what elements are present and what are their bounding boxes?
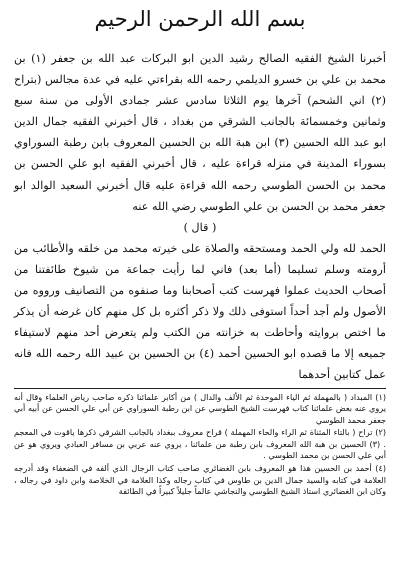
- isnad-paragraph: أخبرنا الشيخ الفقيه الصالح رشيد الدين ابو البركات عبد الله بن جعفر (١) بن محمد بن علي بن خسرو الديلمي رحمه الله بقراءتي عليه في عدة مجالس (بتراح (٢) اني الشحم) آخرها يوم الثلاثا سادس عشر جمادى الأولى من سنة سبع وثمانين وخمسمائة بالجانب الشرقي من بغداد ، قال أخبرني الفقيه جمال الدين ابو عبد الله الحسين (٣) ابن هبة الله بن الحسين المعروف بابن رطبة السوراوي بسوراء المدينة في منزله قراءة عليه ، قال أخبرني الفقيه ابو علي الحسن بن محمد بن الحسن الطوسي رحمه الله قراءة عليه قال أخبرني السعيد الوالد ابو جعفر محمد بن الحسن بن علي الطوسي رضي الله عنه: [14, 52, 386, 213]
- footnotes-section: [14, 392, 386, 498]
- footnote-1: (١) المبداد ( بالمهملة ثم الياء الموحدة ثم الألف والدال ) من أكابر علمائنا ذكره صاحب رياض العلماء وقال أنه يروي عنه بعض علمائنا كتاب فهرست الشيخ الطوسي عن ابن رطبة السوراوي عن أبي علي الحسن عن أبيه أبي جعفر محمد الطوسي: [14, 391, 386, 425]
- main-text-body: [14, 48, 386, 386]
- footnote-4: (٤) أحمد بن الحسين هذا هو المعروف بابن الغضائري صاحب كتاب الرجال الذي ألفه في الضعفاء وقد أدرجه العلامة في كتابه والسيد جمال الدين بن طاوس في كتاب رجاله وكذا العلامة في الخلاصة وابن داود في رجاله ، وكان ابن الغضائري استاذ الشيخ الطوسي والنجاشي عالماً جليلاً كبيراً في الطائفة: [14, 463, 386, 497]
- footnote-divider: [14, 388, 386, 389]
- qala-line: ( قال ): [183, 220, 217, 234]
- basmala-heading: بسم الله الرحمن الرحيم: [94, 7, 306, 31]
- footnote-2-3: (٢) تراح ( بالتاء المثناة ثم الراء والحاء المهملة ) قراح معروف ببغداد بالجانب الشرقي ذكرها ياقوت في المعجم . (٣) الحسين بن هبة الله المعروف بابن رطبة من علمائنا ، يروي عنه عربي بن مسافر العبادي ويروي هو عن أبي علي الحسن بن محمد الطوسي .: [14, 427, 387, 461]
- introduction-paragraph: الحمد لله ولي الحمد ومستحقه والصلاة على خيرته محمد من خلقه والأطائب من أرومته وسلم تسليما (أما بعد) فاني لما رأيت جماعة من شيوخ طائفتنا من أصحاب الحديث عملوا فهرست كتب أصحابنا وما صنفوه من التصانيف ورووه من الأصول ولم أجد أحداً استوفى ذلك ولا ذكر أكثره بل كل منهم كان غرضه أن يذكر ما اختص بروايته وأحاطت به خزانته من الكتب ولم يتعرض أحد منهم لاستيفاء جميعه إلا ما قصده ابو الحسين أحمد (٤) بن الحسين بن عبيد الله رحمه الله فانه عمل كتابين أحدهما: [14, 241, 387, 382]
